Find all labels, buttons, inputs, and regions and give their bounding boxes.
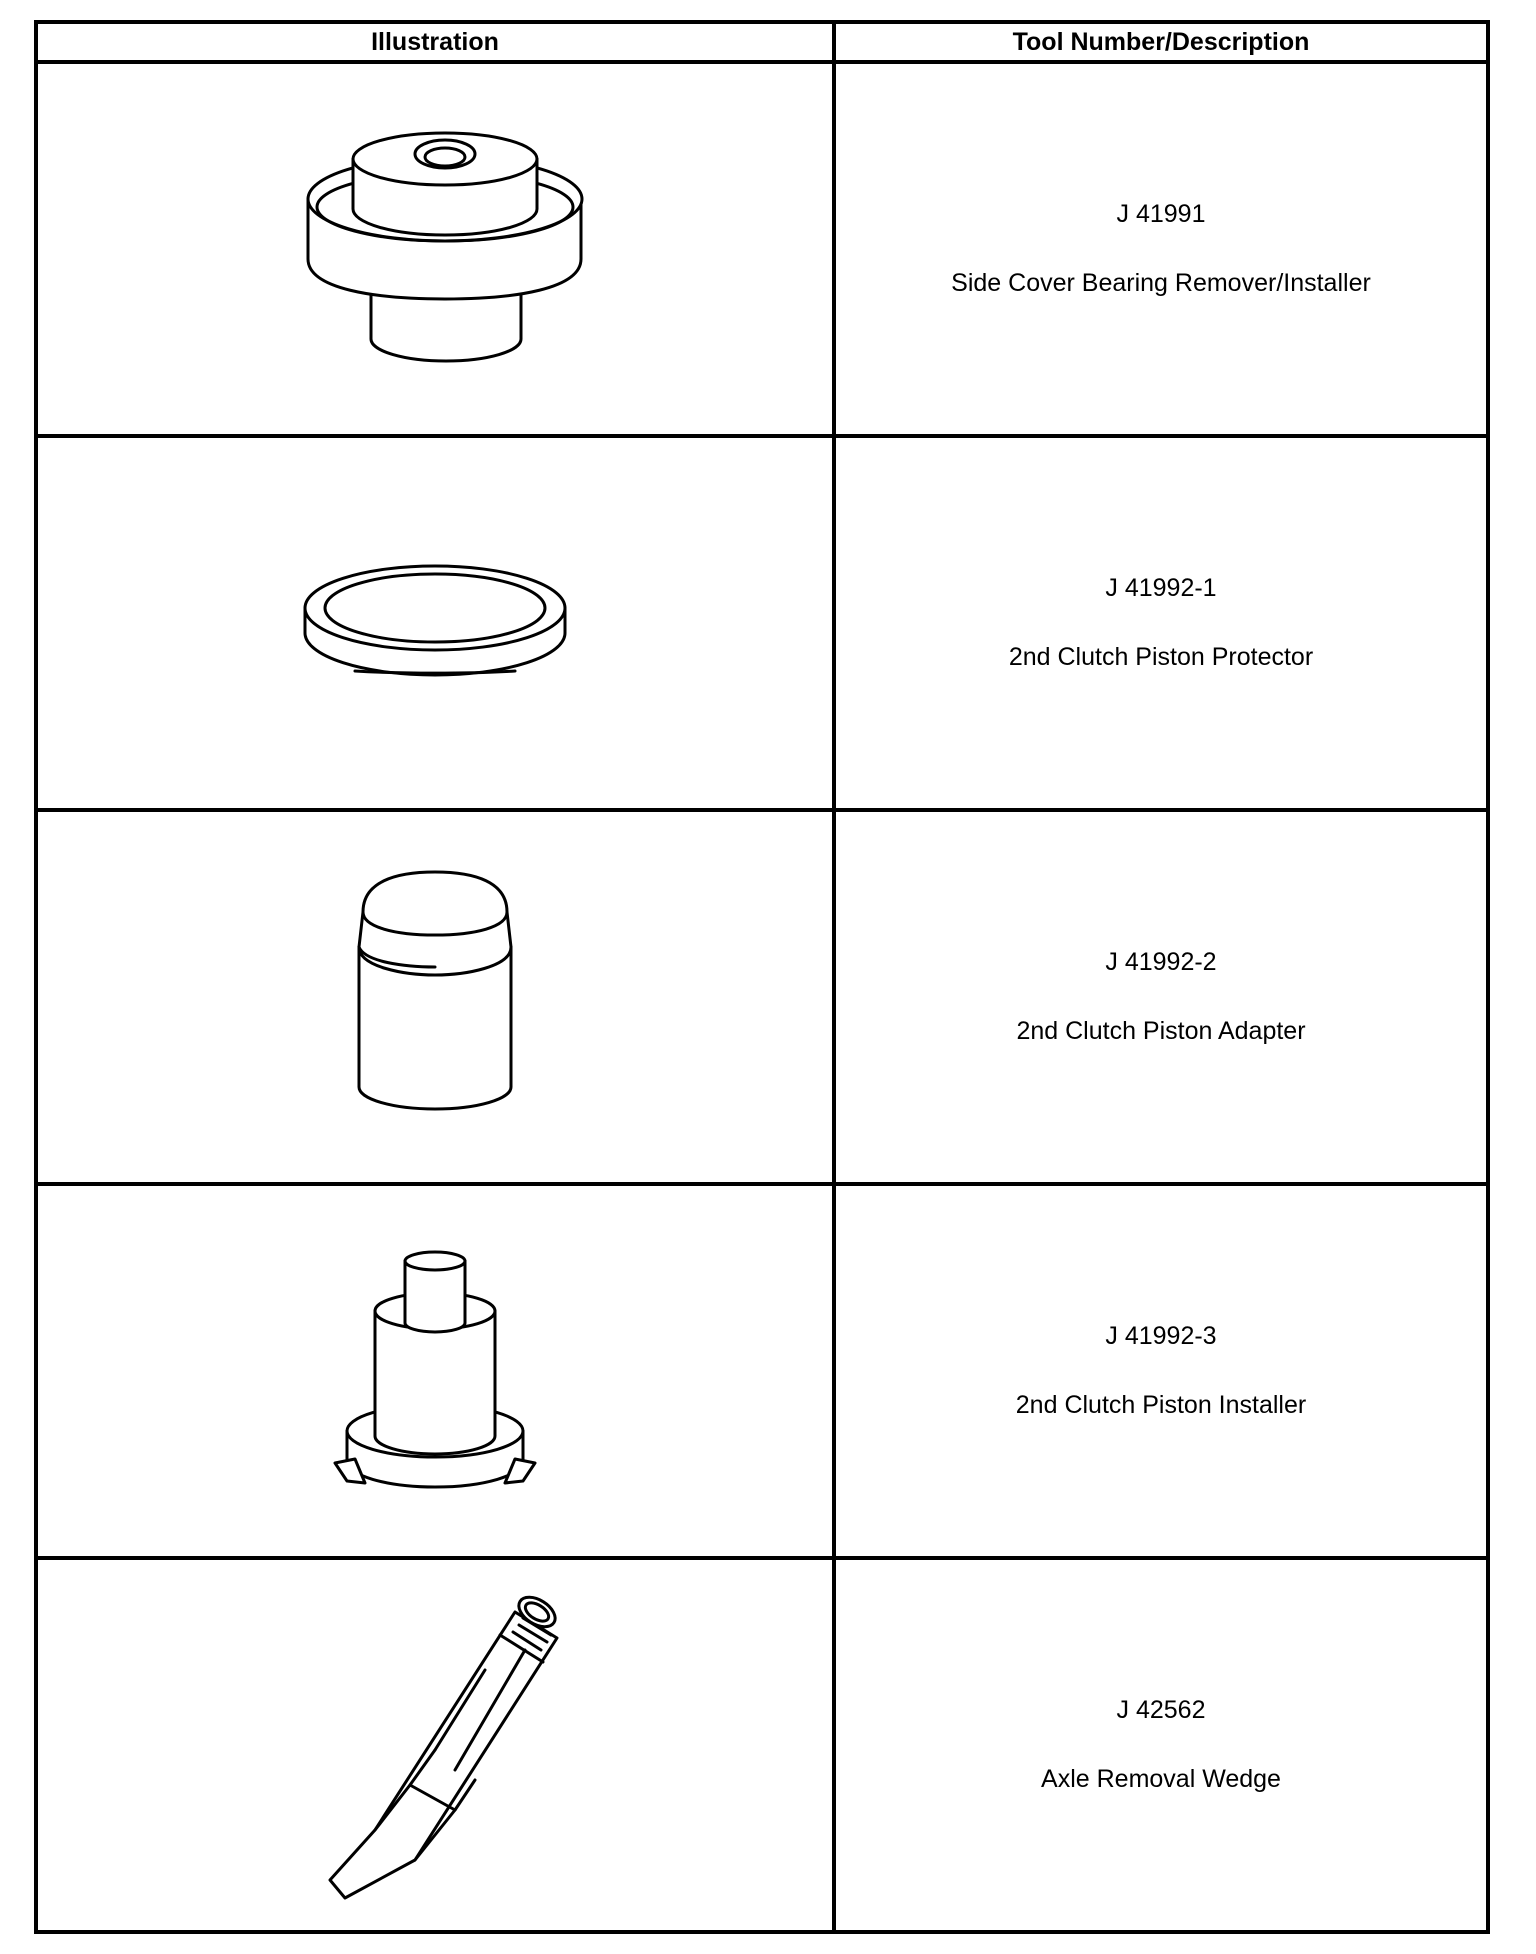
tool-number: J 41992-3: [1105, 1322, 1217, 1350]
tool-number: J 41992-1: [1105, 574, 1217, 602]
tool-number: J 41992-2: [1105, 948, 1217, 976]
bearing-remover-installer-icon: [285, 99, 585, 399]
tool-description: Axle Removal Wedge: [1041, 1765, 1281, 1793]
tool-number: J 41991: [1116, 200, 1206, 228]
table-row: [36, 810, 1488, 1184]
header-illustration: Illustration: [36, 22, 834, 62]
tool-description: 2nd Clutch Piston Installer: [1015, 1391, 1307, 1419]
illustration-cell: [36, 62, 834, 436]
table-row: [36, 436, 1488, 810]
tool-description: 2nd Clutch Piston Protector: [1008, 643, 1314, 671]
table-header-row: [36, 22, 1488, 62]
axle-removal-wedge-icon: [285, 1580, 585, 1910]
tool-description-cell: [834, 1558, 1488, 1932]
table-row: [36, 1184, 1488, 1558]
illustration-cell: [36, 1558, 834, 1932]
tool-description-cell: [834, 436, 1488, 810]
tool-description-cell: [834, 62, 1488, 436]
piston-installer-icon: [325, 1231, 545, 1511]
illustration-cell: [36, 436, 834, 810]
tool-number: J 42562: [1116, 1696, 1206, 1724]
tool-description: Side Cover Bearing Remover/Installer: [951, 269, 1371, 297]
piston-protector-ring-icon: [285, 523, 585, 723]
illustration-cell: [36, 1184, 834, 1558]
piston-adapter-cylinder-icon: [335, 857, 535, 1137]
table-row: [36, 62, 1488, 436]
tool-description-cell: [834, 1184, 1488, 1558]
tool-description: 2nd Clutch Piston Adapter: [1016, 1017, 1306, 1045]
tool-description-cell: [834, 810, 1488, 1184]
header-tool-number-description: Tool Number/Description: [834, 22, 1488, 62]
illustration-cell: [36, 810, 834, 1184]
special-tools-table: [34, 20, 1490, 1934]
table-row: [36, 1558, 1488, 1932]
